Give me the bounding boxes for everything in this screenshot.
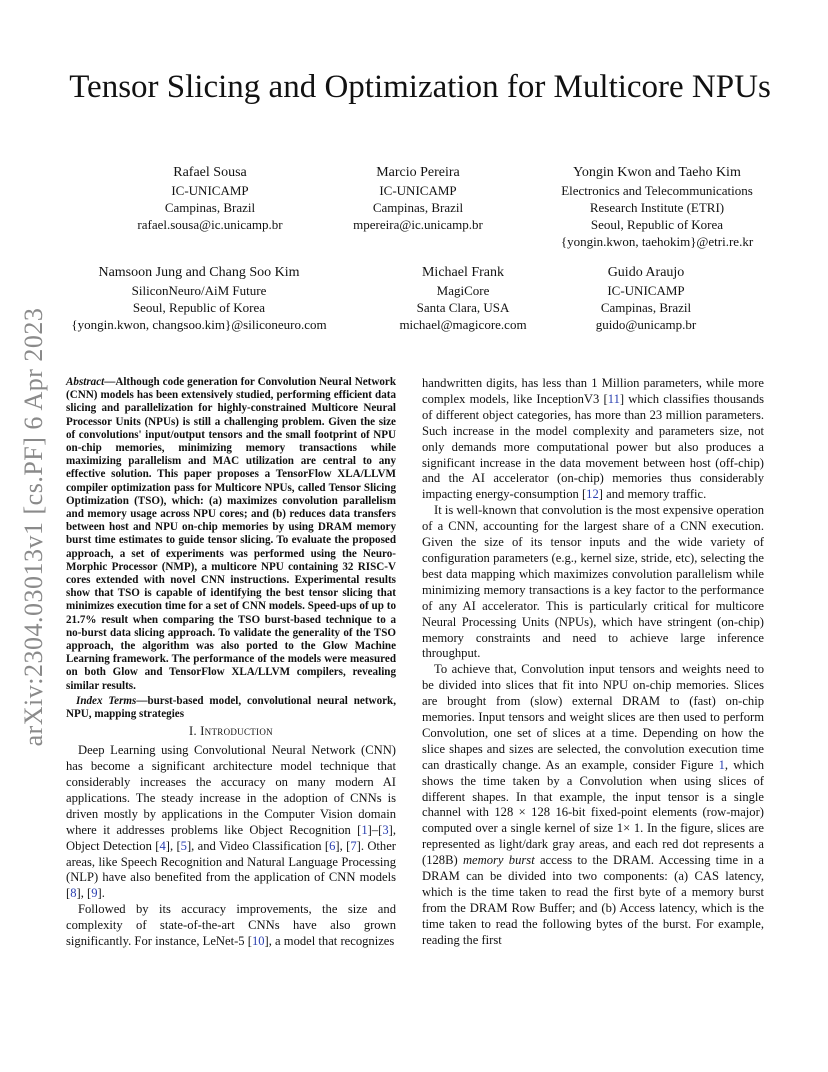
index-terms-label: Index Terms (76, 694, 137, 707)
paragraph-text: , and Video Classification (191, 838, 325, 853)
author-affiliation: IC-UNICAMP (379, 183, 457, 198)
right-column (422, 376, 764, 949)
author-location: Seoul, Republic of Korea (132, 300, 266, 315)
paragraph-text: , (169, 838, 177, 853)
author-location: Santa Clara, USA (416, 300, 510, 315)
paragraph-text: – (371, 822, 379, 837)
author-affiliation: MagiCore (436, 283, 490, 298)
paragraph-text: To achieve that, Convolution input tensors and weights need to be divided into slices that fit into NPU on-chip memories. Slices are brought from (slow) external DRAM to (fast) on-chip memories. Input tensors and weight slices are then used to perform Convolution, one set of slices at a time. Depending on how the slice shapes and sizes are selected, the convolution execution time can drastically change. As an example, consider Figure (422, 662, 764, 772)
paper-title: Tensor Slicing and Optimization for Multicore NPUs (69, 69, 771, 105)
figure-link[interactable]: 1 (718, 757, 725, 772)
arxiv-identifier: arXiv:2304.03013v1 [cs.PF] 6 Apr 2023 (19, 307, 48, 747)
citation-link[interactable]: [ 10 ] (248, 934, 269, 948)
abstract-text: —Although code generation for Convolution Neural Network (CNN) models has been extensively studied, performing efficient data slicing and parallelization for highly-constrained Multicore Neural Processor Units (NPUs) is still a challenging problem. Given the size of convolutions' input/output tensors and the small footprint of NPU on-chip memories, minimizing memory transactions while maximizing parallelism and MAC utilization are central to any effective solution. This paper proposes a TensorFlow XLA/LLVM compiler optimization pass for Multicore NPUs, called Tensor Slicing Optimization (TSO), which: (a) maximizes convolution parallelism and memory usage across NPU cores; and (b) reduces data transfers between host and NPU on-chip memories by using DRAM memory burst time estimates to guide tensor slicing. To evaluate the proposed approach, a set of experiments was performed using the Neuro-Morphic Processor (NMP), a multicore NPU containing 32 RISC-V cores extended with novel CNN instructions. Experimental results show that TSO is capable of identifying the best tensor slicing that minimizes execution time for a set of CNN models. Speed-ups of up to 21.7% result when comparing the TSO burst-based technique to a no-burst data slicing approach. To validate the generality of the TSO approach, the algorithm was also ported to the Glow Machine Learning framework. The performance of the models were measured on both Glow and TensorFlow XLA/LLVM compilers, revealing similar results. (66, 376, 396, 692)
paragraph-text: , which shows the time taken by a Convolution when using slices of different shapes. In that example, the input tensor is a single channel with 128 × 128 16-bit fixed-point elements (row-major) computed over a single kernel of size 1× 1. In the figure, slices are represented as light/dark gray areas, and each red dot represents a (128B) (422, 757, 764, 868)
abstract-label: Abstract (66, 376, 105, 388)
citation-link[interactable]: [ 6 ] (325, 839, 340, 853)
author-location: Campinas, Brazil (600, 300, 692, 315)
author-name: Michael Frank (421, 265, 505, 280)
author-affiliation: Research Institute (ETRI) (589, 200, 725, 215)
author-name: Yongin Kwon and Taeho Kim (573, 165, 741, 180)
intro-paragraph (422, 376, 764, 503)
author-block (384, 264, 542, 333)
intro-paragraph (66, 743, 396, 902)
citation-link[interactable]: [ 8 ] (66, 886, 81, 900)
author-block (576, 264, 716, 333)
author-location: Campinas, Brazil (372, 200, 464, 215)
paragraph-text: which classifies thousands of different object categories, has more than 23 million parameters. Such increase in the model complexity and parameters size, not only demands more computational power but also produces a significant increase in the data movement between host (off-chip) and the AI accelerator (on-chip) memories thus considerably impacting energy-consumption (422, 391, 764, 502)
paragraph-text: , Object Detection (66, 822, 396, 853)
author-name: Marcio Pereira (376, 165, 460, 180)
citation-link[interactable]: [ 7 ] (346, 839, 361, 853)
author-email: guido@unicamp.br (595, 317, 697, 332)
citation-link[interactable]: [ 3 ] (378, 823, 393, 837)
paragraph-text: and memory traffic. (602, 487, 707, 502)
paragraph-text: , (339, 838, 347, 853)
author-block (330, 164, 506, 233)
citation-link[interactable]: [ 4 ] (155, 839, 170, 853)
author-block (56, 264, 342, 333)
index-terms (66, 695, 396, 721)
author-email: mpereira@ic.unicamp.br (353, 217, 483, 232)
author-affiliation: SiliconNeuro/AiM Future (131, 283, 267, 298)
citation-link[interactable]: [ 5 ] (176, 839, 191, 853)
paragraph-text: , (80, 886, 87, 901)
left-column (66, 376, 396, 950)
intro-paragraph (66, 902, 396, 950)
author-affiliation: Electronics and Telecommunications (561, 183, 753, 198)
intro-paragraph (422, 662, 764, 948)
author-email: {yongin.kwon, taehokim}@etri.re.kr (560, 234, 754, 249)
paragraph-text: , a model that recognizes (268, 934, 395, 949)
author-name: Guido Araujo (607, 265, 685, 280)
paragraph-text: . Other areas, like Speech Recognition and Natural Language Processing (NLP) have also benefited from the application of CNN models (66, 838, 396, 885)
paragraph-text: Deep Learning using Convolutional Neural Network (CNN) has become a significant architecture model technique that considerably increases the accuracy on many modern AI applications. The steady increase in the adoption of CNNs is driven mostly by applications in the Computer Vision domain where it addresses problems like Object Recognition (66, 743, 396, 837)
citation-link[interactable]: [ 12 ] (582, 487, 603, 501)
author-name: Namsoon Jung and Chang Soo Kim (98, 265, 300, 280)
section-heading: I. Introduction (189, 724, 273, 739)
index-terms-text: —burst-based model, convolutional neural network, NPU, mapping strategies (66, 694, 396, 721)
paragraph-text: Followed by its accuracy improvements, the size and complexity of state-of-the-art CNNs have also grown significantly. For instance, LeNet-5 (66, 902, 396, 949)
paragraph-text: access to the DRAM. Accessing time in a DRAM can be divided into two components: (a) CAS latency, which is the time taken to read the first byte of a memory burst from the DRAM Row Buffer; and (b) Access latency, which is the time taken to read the following bytes of the burst. For example, reading the first (422, 853, 764, 947)
author-affiliation: IC-UNICAMP (607, 283, 685, 298)
author-affiliation: IC-UNICAMP (171, 183, 249, 198)
paragraph-text: handwritten digits, has less than 1 Million parameters, while more complex models, like InceptionV3 (422, 376, 764, 406)
author-block (110, 164, 310, 233)
intro-paragraph: It is well-known that convolution is the most expensive operation of a CNN, accounting for the largest share of a CNN execution. Given the size of its tensor inputs and the wide variety of configuration parameters (e.g., kernel size, stride, etc), selecting the best data mapping which maximizes convolution parallelism while minimizing memory transactions is a key factor to the performance of any AI accelerator. This is particularly critical for multicore Neural Processing Units (NPUs), which have stringent (on-chip) memory constraints and need to achieve large inference throughput. (422, 503, 764, 661)
author-email: michael@magicore.com (399, 317, 527, 332)
citation-link[interactable]: [ 9 ] (87, 886, 102, 900)
abstract (66, 376, 396, 693)
paragraph-text: . (101, 886, 105, 901)
author-location: Seoul, Republic of Korea (590, 217, 724, 232)
author-block (544, 164, 770, 250)
author-email: rafael.sousa@ic.unicamp.br (137, 217, 283, 232)
citation-link[interactable]: [ 1 ] (357, 823, 372, 837)
author-name: Rafael Sousa (173, 165, 247, 180)
emphasis-text: memory burst (462, 853, 535, 868)
citation-link[interactable]: [ 11 ] (604, 392, 625, 406)
author-location: Campinas, Brazil (164, 200, 256, 215)
author-email: {yongin.kwon, changsoo.kim}@siliconeuro.com (71, 317, 327, 332)
